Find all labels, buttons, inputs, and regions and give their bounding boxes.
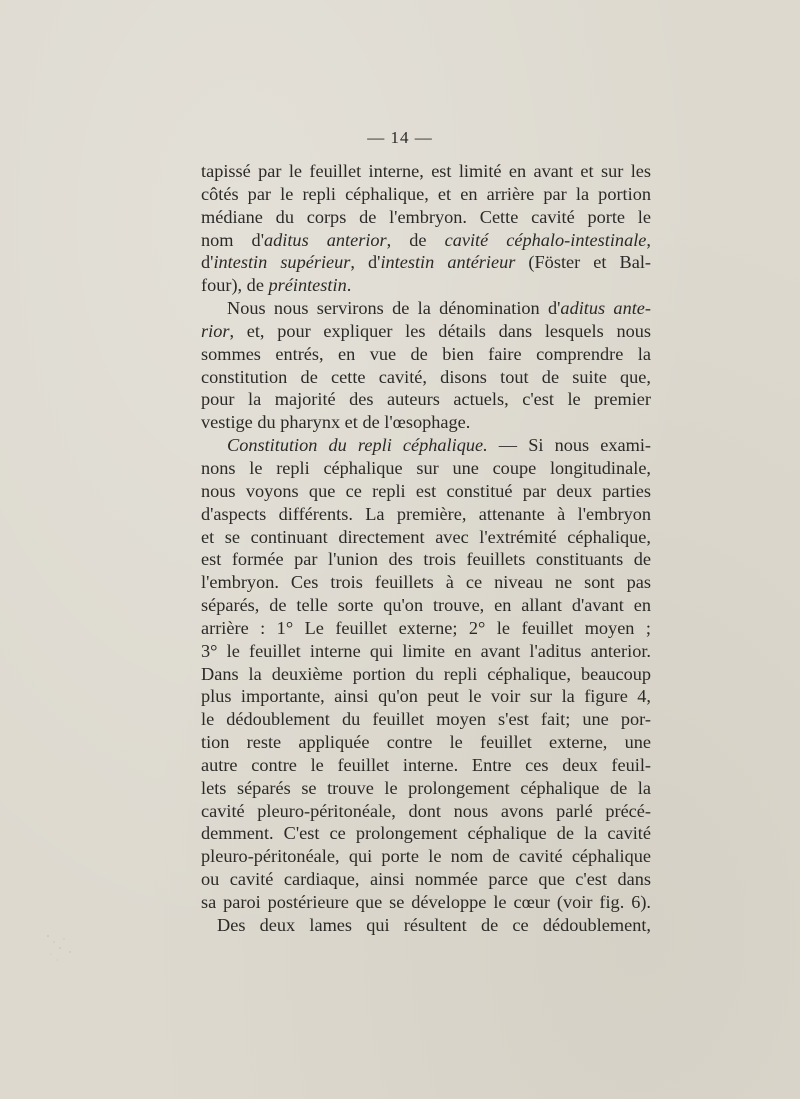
text-line: Constitution du repli céphalique. — Si nous exami- [227,435,651,456]
text-line: constitution de cette cavité, disons tout de suite que, [201,366,651,387]
italic-term: intestin supérieur [213,252,351,273]
text-line: pleuro-péritonéale, qui porte le nom de cavité céphalique [201,846,651,867]
text-line: côtés par le repli céphalique, et en arrière par la portion [201,183,651,204]
text-line: plus importante, ainsi qu'on peut le voir sur la figure 4, [201,686,651,707]
italic-term: aditus anterior [263,229,387,250]
text-line: demment. C'est ce prolongement céphalique de la cavité [201,823,651,844]
text-line: tion reste appliquée contre le feuillet externe, une [201,732,651,753]
text-line: tapissé par le feuillet interne, est limité en avant et sur les [201,161,651,181]
text-line: sommes entrés, en vue de bien faire comprendre la [201,343,651,364]
text-line: est formée par l'union des trois feuillets constituants de [201,549,651,570]
paper-specks [40,930,90,980]
text-line: rior, et, pour expliquer les détails dans lesquels nous [201,320,651,341]
text-line: nous voyons que ce repli est constitué par deux parties [201,480,651,501]
text-line: autre contre le feuillet interne. Entre ces deux feuil- [201,754,651,775]
text-line: 3° le feuillet interne qui limite en avant l'aditus anterior. [201,640,651,661]
body-text [201,160,651,937]
text-line: nons le repli céphalique sur une coupe longitudinale, [201,457,651,478]
text-line: Dans la deuxième portion du repli céphalique, beaucoup [201,663,651,684]
italic-term: rior [201,320,230,341]
text-line: four), de préintestin. [201,275,352,296]
italic-term: préintestin [268,275,347,296]
text-line: et se continuant directement avec l'extrémité céphalique, [201,526,651,547]
italic-term: intestin antérieur [380,252,516,273]
text-line: séparés, de telle sorte qu'on trouve, en allant d'avant en [201,595,651,616]
text-line: vestige du pharynx et de l'œsophage. [201,412,471,433]
text-line: cavité pleuro-péritonéale, dont nous avons parlé précé- [201,800,651,821]
italic-term: cavité céphalo-intestinale [444,229,647,250]
text-line: l'embryon. Ces trois feuillets à ce niveau ne sont pas [201,572,651,593]
text-line: le dédoublement du feuillet moyen s'est fait; une por- [201,709,651,730]
section-heading: Constitution du repli céphalique. [227,435,488,456]
text-line: lets séparés se trouve le prolongement céphalique de la [201,777,651,798]
text-line: sa paroi postérieure que se développe le cœur (voir fig. 6). [201,892,651,912]
text-line: Nous nous servirons de la dénomination d'aditus ante- [227,298,651,319]
text-line: nom d'aditus anterior, de cavité céphalo-intestinale, [201,229,651,250]
page-number: — 14 — [367,128,433,147]
italic-term: aditus ante- [560,298,651,319]
text-line: d'intestin supérieur, d'intestin antérieur (Föster et Bal- [201,252,651,273]
text-line: pour la majorité des auteurs actuels, c'est le premier [201,389,651,410]
text-line: d'aspects différents. La première, attenante à l'embryon [201,503,651,524]
text-line: Des deux lames qui résultent de ce dédoublement, [217,914,651,935]
text-line: arrière : 1° Le feuillet externe; 2° le feuillet moyen ; [201,617,651,638]
text-line: ou cavité cardiaque, ainsi nommée parce que c'est dans [201,869,651,890]
text-line: médiane du corps de l'embryon. Cette cavité porte le [201,206,651,227]
